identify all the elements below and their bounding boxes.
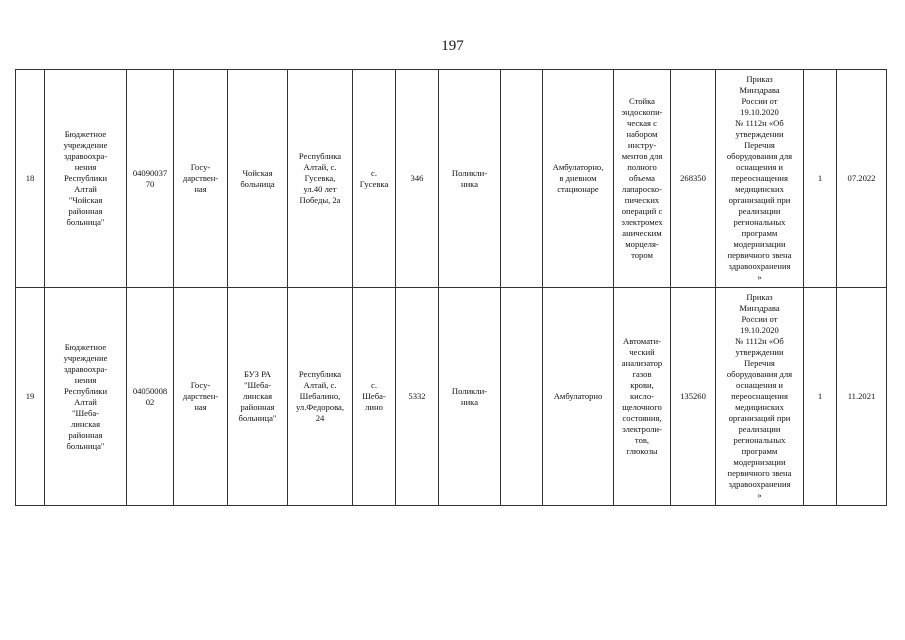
facility-name: Чойская больница — [228, 70, 288, 288]
organization-name: Бюджетное учреждение здравоохра- нения Республики Алтай "Чойская районная больница" — [45, 70, 127, 288]
page-number: 197 — [441, 38, 464, 54]
facility-address: Республика Алтай, с. Гусевка, ул.40 лет Победы, 2а — [288, 70, 353, 288]
equipment-name: Стойка эндоскопи- ческая с набором инстру- ментов для полного объема лапароско- пических операций с электромех аническим морцеля- тором — [614, 70, 671, 288]
blank-cell — [501, 288, 543, 506]
population: 346 — [396, 70, 439, 288]
unit-type: Поликли- ника — [439, 288, 501, 506]
row-number: 19 — [16, 288, 45, 506]
population: 5332 — [396, 288, 439, 506]
settlement: с. Шеба- лино — [353, 288, 396, 506]
care-form: Амбулаторно — [543, 288, 614, 506]
delivery-date: 07.2022 — [837, 70, 887, 288]
facility-address: Республика Алтай, с. Шебалино, ул.Федорова, 24 — [288, 288, 353, 506]
equipment-price: 135260 — [671, 288, 716, 506]
organization-name: Бюджетное учреждение здравоохра- нения Республики Алтай "Шеба- линская районная больница" — [45, 288, 127, 506]
equipment-name: Автомати- ческий анализатор газов крови, кисло- щелочного состояния, электроли- тов, глюкозы — [614, 288, 671, 506]
facility-name: БУЗ РА "Шеба- линская районная больница" — [228, 288, 288, 506]
legal-basis: Приказ Минздрава России от 19.10.2020 № 1112н «Об утверждении Перечня оборудования для оснащения и переоснащения медицинских организаций при реализации региональных программ модернизации первичного звена здравоохранения » — [716, 70, 804, 288]
legal-basis: Приказ Минздрава России от 19.10.2020 № 1112н «Об утверждении Перечня оборудования для оснащения и переоснащения медицинских организаций при реализации региональных программ модернизации первичного звена здравоохранения » — [716, 288, 804, 506]
unit-type: Поликли- ника — [439, 70, 501, 288]
delivery-date: 11.2021 — [837, 288, 887, 506]
ownership-form: Госу- дарствен- ная — [174, 70, 228, 288]
ownership-form: Госу- дарствен- ная — [174, 288, 228, 506]
table-row — [16, 288, 887, 506]
quantity: 1 — [804, 70, 837, 288]
blank-cell — [501, 70, 543, 288]
table-row — [16, 70, 887, 288]
equipment-price: 268350 — [671, 70, 716, 288]
equipment-table — [15, 69, 887, 506]
row-number: 18 — [16, 70, 45, 288]
care-form: Амбулаторно, в дневном стационаре — [543, 70, 614, 288]
settlement: с. Гусевка — [353, 70, 396, 288]
organization-code: 04090037 70 — [127, 70, 174, 288]
quantity: 1 — [804, 288, 837, 506]
organization-code: 04050008 02 — [127, 288, 174, 506]
